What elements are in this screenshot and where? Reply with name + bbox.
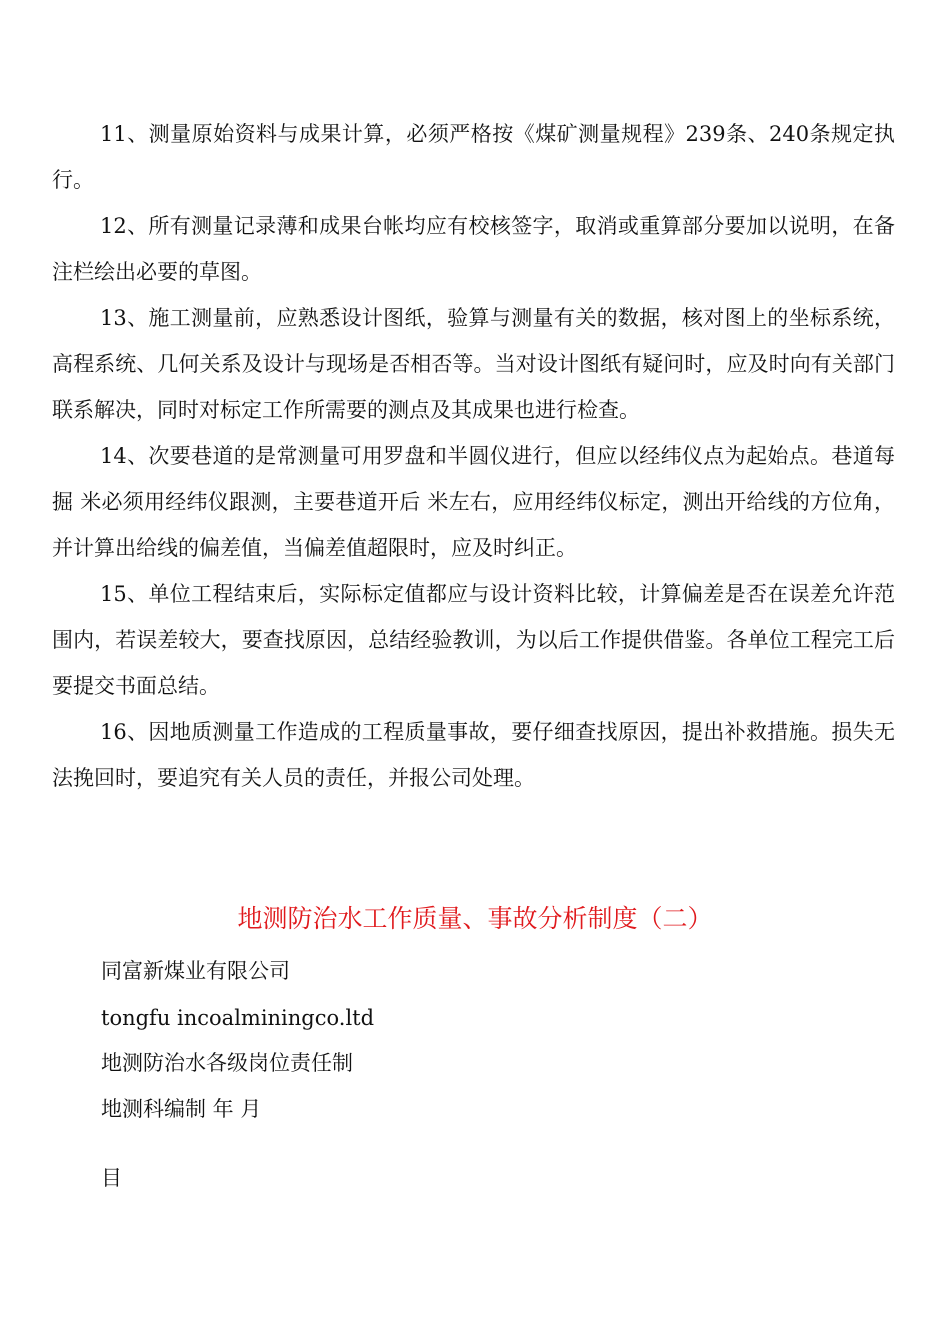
company-name-cn: 同富新煤业有限公司 — [101, 959, 290, 983]
regulation-body — [52, 111, 895, 801]
paragraph-16: 16、因地质测量工作造成的工程质量事故，要仔细查找原因，提出补救措施。损失无法挽回时，要追究有关人员的责任，并报公司处理。 — [52, 720, 895, 790]
paragraph-11: 11、测量原始资料与成果计算，必须严格按《煤矿测量规程》239条、240条规定执行。 — [52, 122, 895, 192]
paragraph-14: 14、次要巷道的是常测量可用罗盘和半圆仪进行，但应以经纬仪点为起始点。巷道每掘 米必须用经纬仪跟测，主要巷道开后 米左右，应用经纬仪标定，测出开给线的方位角，并计算出给线的偏差值，当偏差值超限时，应及时纠正。 — [52, 444, 895, 560]
paragraph-13: 13、施工测量前，应熟悉设计图纸，验算与测量有关的数据，核对图上的坐标系统，高程系统、几何关系及设计与现场是否相否等。当对设计图纸有疑问时，应及时向有关部门联系解决，同时对标定工作所需要的测点及其成果也进行检查。 — [52, 306, 895, 422]
document-title: 地测防治水各级岗位责任制 — [101, 1051, 353, 1075]
toc-label: 目 — [101, 1166, 122, 1190]
paragraph-15: 15、单位工程结束后，实际标定值都应与设计资料比较，计算偏差是否在误差允许范围内，若误差较大，要查找原因，总结经验教训，为以后工作提供借鉴。各单位工程完工后要提交书面总结。 — [52, 582, 895, 698]
company-name-en: tongfu incoalminingco.ltd — [101, 1006, 375, 1030]
compiled-by: 地测科编制 年 月 — [101, 1097, 262, 1121]
section-heading: 地测防治水工作质量、事故分析制度（二） — [237, 904, 713, 933]
paragraph-12: 12、所有测量记录薄和成果台帐均应有校核签字，取消或重算部分要加以说明，在备注栏绘出必要的草图。 — [52, 214, 895, 284]
